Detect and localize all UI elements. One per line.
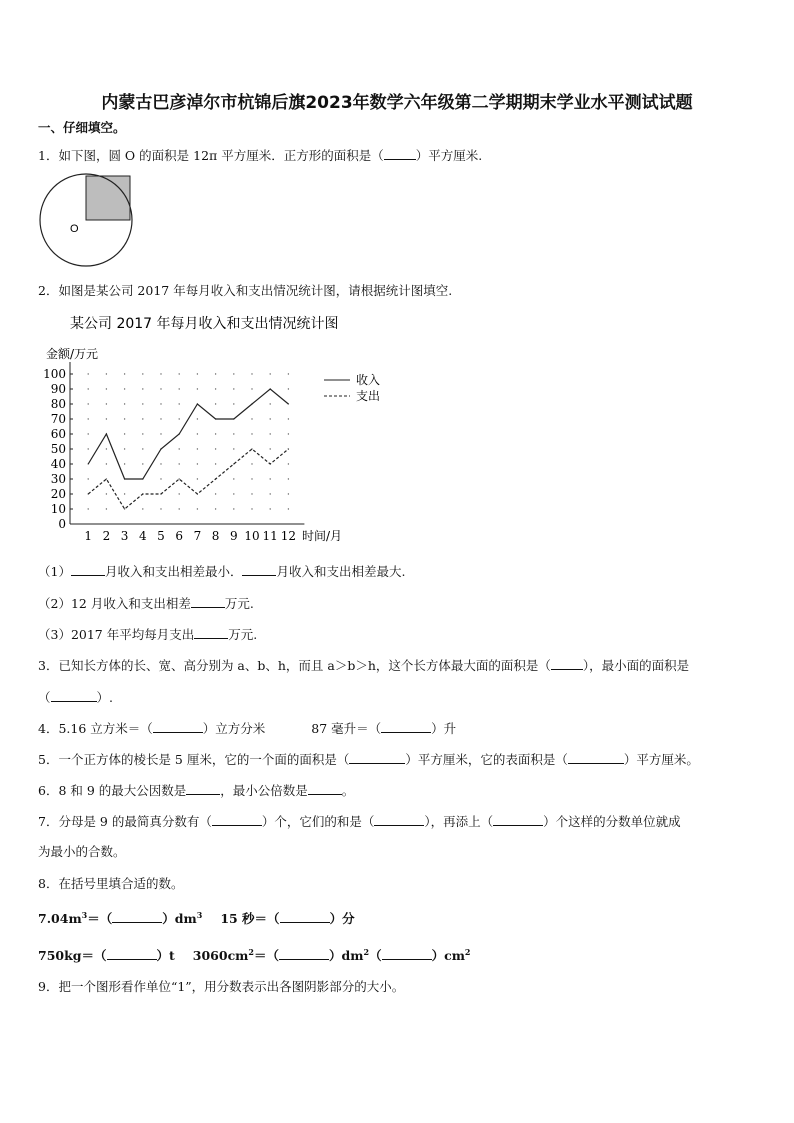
x-tick-label: 10 xyxy=(244,529,260,543)
q8-r2-sup2: 2 xyxy=(363,946,370,957)
grid-dot xyxy=(233,508,234,509)
grid-dot xyxy=(251,373,252,374)
grid-dot xyxy=(197,433,198,434)
question-1 xyxy=(38,147,482,164)
q2-2-text-b: 万元. xyxy=(224,596,254,611)
q5-text-b: ）平方厘米，它的表面积是（ xyxy=(405,752,568,767)
line-chart xyxy=(30,310,410,550)
q7-text-c: ），再添上（ xyxy=(424,814,494,829)
y-tick-label: 40 xyxy=(50,457,66,471)
answer-blank[interactable] xyxy=(186,782,220,795)
grid-dot xyxy=(88,508,89,509)
circle-center-label: O xyxy=(70,223,79,235)
x-axis-label: 时间/月 xyxy=(302,529,343,543)
grid-dot xyxy=(233,373,234,374)
answer-blank[interactable] xyxy=(374,813,424,826)
page-title: 内蒙古巴彦淖尔市杭锦后旗2023年数学六年级第二学期期末学业水平测试试题 xyxy=(101,93,693,113)
grid-dot xyxy=(215,403,216,404)
q2-3-text-a: （3）2017 年平均每月支出 xyxy=(38,627,195,642)
grid-dot xyxy=(106,508,107,509)
q8-r1-text-d: 15 秒＝（ xyxy=(220,911,280,926)
q3-text-b: ），最小面的面积是 xyxy=(582,658,690,673)
grid-dot xyxy=(215,463,216,464)
grid-dot xyxy=(179,403,180,404)
y-tick-label: 90 xyxy=(50,382,66,396)
grid-dot xyxy=(124,448,125,449)
grid-dot xyxy=(197,463,198,464)
q7-text-a: 7．分母是 9 的最简真分数有（ xyxy=(38,814,212,829)
x-tick-label: 8 xyxy=(211,529,220,543)
q6-text-c: 。 xyxy=(341,783,355,798)
x-tick-label: 2 xyxy=(102,529,111,543)
q8-r1-text-c: ）dm xyxy=(162,911,197,926)
answer-blank[interactable] xyxy=(493,813,543,826)
grid-dot xyxy=(215,388,216,389)
question-6 xyxy=(38,782,354,799)
question-2-2 xyxy=(38,595,254,612)
grid-dot xyxy=(124,493,125,494)
x-tick-label: 9 xyxy=(229,529,238,543)
grid-dot xyxy=(288,418,289,419)
grid-dot xyxy=(197,373,198,374)
grid-dot xyxy=(215,433,216,434)
grid-dot xyxy=(233,433,234,434)
q2-1-text-c: 月收入和支出相差最大. xyxy=(276,564,406,579)
answer-blank[interactable] xyxy=(280,910,330,923)
q8-r2-sup3: 2 xyxy=(464,946,471,957)
series-line-expense xyxy=(88,449,288,509)
grid-dot xyxy=(106,418,107,419)
grid-dot xyxy=(251,463,252,464)
answer-blank[interactable] xyxy=(381,720,431,733)
x-tick-label: 12 xyxy=(280,529,297,543)
answer-blank[interactable] xyxy=(153,720,203,733)
grid-dot xyxy=(124,403,125,404)
q8-r1-text-e: ）分 xyxy=(329,911,355,926)
q3-text-c: （ xyxy=(38,690,51,705)
q3-text-a: 3．已知长方体的长、宽、高分别为 a、b、h，而且 a＞b＞h，这个长方体最大面的面积是（ xyxy=(38,658,551,673)
q4-text-c: 87 毫升＝（ xyxy=(311,721,382,736)
q8-r2-text-c: 3060cm xyxy=(192,948,249,963)
x-tick-label: 4 xyxy=(138,529,147,543)
legend-label: 收入 xyxy=(356,373,381,387)
y-tick-label: 20 xyxy=(50,487,66,501)
grid-dot xyxy=(270,493,271,494)
y-tick-label: 60 xyxy=(50,427,66,441)
x-tick-label: 7 xyxy=(193,529,202,543)
grid-dot xyxy=(160,463,161,464)
grid-dot xyxy=(288,373,289,374)
grid-dot xyxy=(106,493,107,494)
q4-text-b: ）立方分米 xyxy=(202,721,266,736)
x-tick-label: 11 xyxy=(262,529,278,543)
q2-2-text-a: （2）12 月收入和支出相差 xyxy=(38,596,191,611)
answer-blank[interactable] xyxy=(191,595,225,608)
q8-r2-text-g: ）cm xyxy=(431,948,465,963)
answer-blank[interactable] xyxy=(568,751,624,764)
q2-1-prefix: （1） xyxy=(38,564,71,579)
grid-dot xyxy=(288,493,289,494)
grid-dot xyxy=(179,388,180,389)
grid-dot xyxy=(88,403,89,404)
grid-dot xyxy=(142,433,143,434)
y-tick-label: 70 xyxy=(50,412,66,426)
grid-dot xyxy=(124,388,125,389)
grid-dot xyxy=(124,463,125,464)
grid-dot xyxy=(160,388,161,389)
grid-dot xyxy=(142,508,143,509)
question-2-1 xyxy=(38,563,405,580)
grid-dot xyxy=(215,493,216,494)
grid-dot xyxy=(270,418,271,419)
question-2-3 xyxy=(38,626,257,643)
grid-dot xyxy=(251,493,252,494)
answer-blank[interactable] xyxy=(71,563,105,576)
grid-dot xyxy=(215,508,216,509)
grid-dot xyxy=(179,508,180,509)
q8-r1-sup: 3 xyxy=(81,909,88,920)
grid-dot xyxy=(179,463,180,464)
y-tick-label: 0 xyxy=(58,517,66,531)
grid-dot xyxy=(160,478,161,479)
answer-blank[interactable] xyxy=(279,947,329,960)
grid-dot xyxy=(179,373,180,374)
series-line-income xyxy=(88,389,288,479)
q8-r2-text-a: 750kg＝（ xyxy=(38,948,107,963)
grid-dot xyxy=(106,463,107,464)
grid-dot xyxy=(142,373,143,374)
q8-r1-text-a: 7.04m xyxy=(38,911,82,926)
grid-dot xyxy=(88,433,89,434)
q8-r2-text-e: ）dm xyxy=(329,948,364,963)
q8-r1-sup2: 3 xyxy=(196,909,203,920)
grid-dot xyxy=(197,478,198,479)
question-2: 2．如图是某公司 2017 年每月收入和支出情况统计图，请根据统计图填空. xyxy=(38,283,453,298)
grid-dot xyxy=(124,418,125,419)
grid-dot xyxy=(179,493,180,494)
q2-1-text-b: 月收入和支出相差最小． xyxy=(104,564,243,579)
question-5 xyxy=(38,751,699,768)
circle-square-figure xyxy=(34,168,144,278)
y-tick-label: 10 xyxy=(50,502,66,516)
grid-dot xyxy=(270,373,271,374)
answer-blank[interactable] xyxy=(107,947,157,960)
q6-text-a: 6．8 和 9 的最大公因数是 xyxy=(38,783,187,798)
grid-dot xyxy=(251,508,252,509)
grid-dot xyxy=(288,463,289,464)
grid-dot xyxy=(160,508,161,509)
grid-dot xyxy=(233,478,234,479)
grid-dot xyxy=(215,448,216,449)
grid-dot xyxy=(270,508,271,509)
y-tick-label: 80 xyxy=(50,397,66,411)
grid-dot xyxy=(197,448,198,449)
grid-dot xyxy=(160,403,161,404)
y-axis-label: 金额/万元 xyxy=(46,347,99,361)
grid-dot xyxy=(197,388,198,389)
question-8-row-1 xyxy=(38,910,355,927)
q4-text-d: ）升 xyxy=(431,721,457,736)
question-9: 9．把一个图形看作单位“1”，用分数表示出各图阴影部分的大小。 xyxy=(38,979,405,994)
grid-dot xyxy=(106,448,107,449)
q5-text-c: ）平方厘米。 xyxy=(623,752,699,767)
x-tick-label: 1 xyxy=(84,529,93,543)
grid-dot xyxy=(288,433,289,434)
q8-r2-text-f: （ xyxy=(369,948,382,963)
answer-blank[interactable] xyxy=(51,689,97,702)
grid-dot xyxy=(197,418,198,419)
q7-text-d: ）个这样的分数单位就成 xyxy=(543,814,681,829)
q1-text-b: ）平方厘米. xyxy=(415,148,483,163)
grid-dot xyxy=(160,418,161,419)
grid-dot xyxy=(270,403,271,404)
grid-dot xyxy=(179,448,180,449)
question-3-cont xyxy=(38,689,113,706)
grid-dot xyxy=(142,388,143,389)
answer-blank[interactable] xyxy=(349,751,405,764)
question-7 xyxy=(38,813,681,830)
y-tick-label: 100 xyxy=(43,367,66,381)
grid-dot xyxy=(142,418,143,419)
q4-text-a: 4．5.16 立方米＝（ xyxy=(38,721,153,736)
grid-dot xyxy=(251,388,252,389)
answer-blank[interactable] xyxy=(212,813,262,826)
question-8: 8．在括号里填合适的数。 xyxy=(38,876,184,891)
q8-r2-text-d: ＝（ xyxy=(254,948,280,963)
grid-dot xyxy=(88,448,89,449)
grid-dot xyxy=(233,493,234,494)
grid-dot xyxy=(270,448,271,449)
y-tick-label: 50 xyxy=(50,442,66,456)
answer-blank[interactable] xyxy=(242,563,276,576)
q8-r2-sup: 2 xyxy=(248,946,254,957)
question-3 xyxy=(38,657,689,674)
answer-blank[interactable] xyxy=(112,910,162,923)
grid-dot xyxy=(142,403,143,404)
x-tick-label: 6 xyxy=(175,529,184,543)
grid-dot xyxy=(88,478,89,479)
grid-dot xyxy=(270,433,271,434)
q7-text-b: ）个，它们的和是（ xyxy=(261,814,375,829)
grid-dot xyxy=(179,418,180,419)
answer-blank[interactable] xyxy=(308,782,342,795)
q2-3-text-b: 万元. xyxy=(228,627,258,642)
grid-dot xyxy=(233,448,234,449)
grid-dot xyxy=(88,373,89,374)
answer-blank[interactable] xyxy=(194,626,228,639)
question-8-row-2 xyxy=(38,947,471,964)
answer-blank[interactable] xyxy=(384,147,416,160)
x-tick-label: 3 xyxy=(120,529,129,543)
question-7-cont: 为最小的合数。 xyxy=(38,844,126,859)
grid-dot xyxy=(270,478,271,479)
grid-dot xyxy=(106,403,107,404)
grid-dot xyxy=(106,373,107,374)
grid-dot xyxy=(215,373,216,374)
grid-dot xyxy=(124,373,125,374)
x-tick-label: 5 xyxy=(157,529,165,543)
question-4 xyxy=(38,720,456,737)
grid-dot xyxy=(288,478,289,479)
grid-dot xyxy=(88,388,89,389)
grid-dot xyxy=(288,388,289,389)
chart-title: 某公司 2017 年每月收入和支出情况统计图 xyxy=(70,316,339,332)
q5-text-a: 5．一个正方体的棱长是 5 厘米，它的一个面的面积是（ xyxy=(38,752,350,767)
grid-dot xyxy=(160,373,161,374)
section-heading: 一、仔细填空。 xyxy=(38,120,126,135)
grid-dot xyxy=(251,433,252,434)
grid-dot xyxy=(233,403,234,404)
grid-dot xyxy=(251,418,252,419)
q8-r2-text-b: ）t xyxy=(156,948,175,963)
answer-blank[interactable] xyxy=(382,947,432,960)
grid-dot xyxy=(106,388,107,389)
q3-text-d: ）. xyxy=(96,690,113,705)
grid-dot xyxy=(142,463,143,464)
y-tick-label: 30 xyxy=(50,472,66,486)
q1-text-a: 1．如下图，圆 O 的面积是 12π 平方厘米．正方形的面积是（ xyxy=(38,148,384,163)
q6-text-b: ，最小公倍数是 xyxy=(220,783,308,798)
grid-dot xyxy=(233,388,234,389)
grid-dot xyxy=(142,448,143,449)
grid-dot xyxy=(197,508,198,509)
legend-label: 支出 xyxy=(356,389,381,403)
grid-dot xyxy=(160,433,161,434)
q8-r1-text-b: ＝（ xyxy=(87,911,113,926)
grid-dot xyxy=(251,478,252,479)
grid-dot xyxy=(288,508,289,509)
grid-dot xyxy=(88,418,89,419)
grid-dot xyxy=(124,433,125,434)
shaded-square xyxy=(86,176,130,220)
answer-blank[interactable] xyxy=(551,657,583,670)
